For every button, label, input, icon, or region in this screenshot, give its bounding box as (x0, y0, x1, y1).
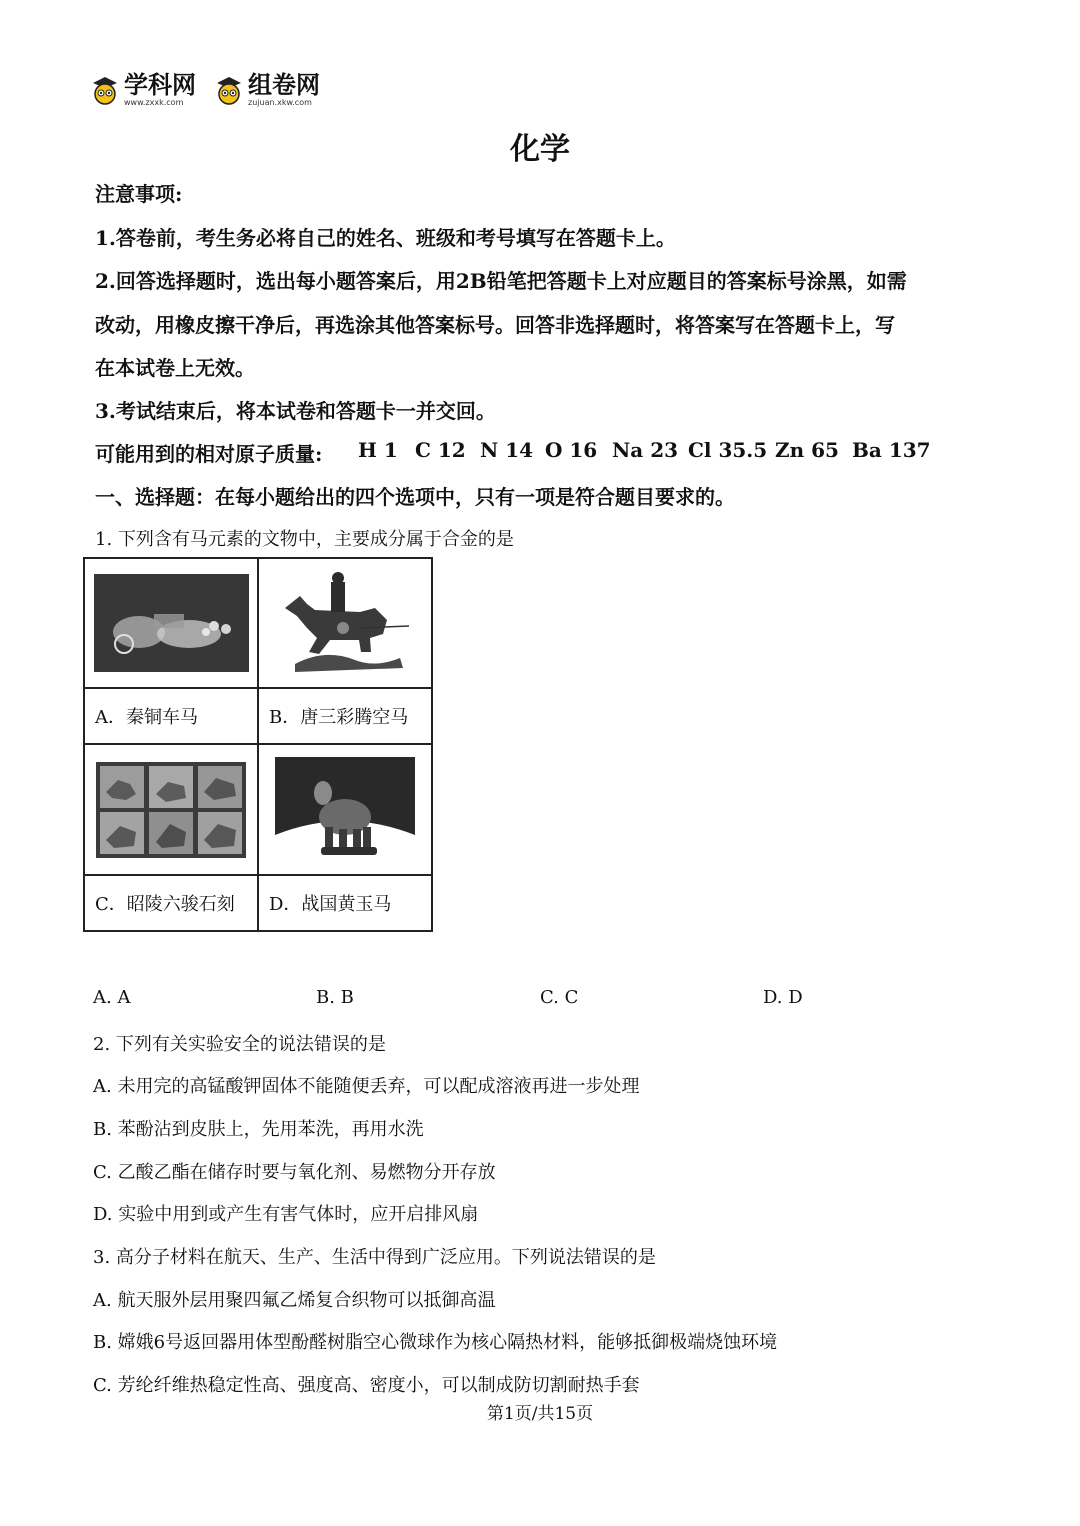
question-2-stem: 2. 下列有关实验安全的说法错误的是 (93, 1034, 386, 1055)
sancai-horse-image (275, 568, 415, 678)
artifact-table (83, 557, 433, 932)
owl-mascot-icon (90, 75, 120, 105)
logo-name: 学科网 (124, 71, 196, 99)
logo-zujuanwang (214, 73, 320, 107)
artifact-image-b (258, 558, 432, 688)
notice-item-1: 1.答卷前，考生务必将自己的姓名、班级和考号填写在答题卡上。 (95, 226, 676, 250)
q1-choice-d: D. D (763, 987, 803, 1008)
atomic-mass-n: N 14 (480, 438, 534, 462)
page-number: 第1页/共15页 (486, 1404, 594, 1424)
q1-choice-b: B. B (316, 987, 354, 1008)
header-logos (90, 70, 320, 110)
q2-option-b: B. 苯酚沾到皮肤上，先用苯洗，再用水洗 (93, 1119, 424, 1140)
artifact-image-a (84, 558, 258, 688)
question-1-stem: 1. 下列含有马元素的文物中，主要成分属于合金的是 (95, 529, 514, 550)
bronze-chariot-image (94, 574, 249, 672)
q2-option-c: C. 乙酸乙酯在储存时要与氧化剂、易燃物分开存放 (93, 1162, 496, 1183)
q3-option-a: A. 航天服外层用聚四氟乙烯复合织物可以抵御高温 (93, 1290, 496, 1311)
q2-option-d: D. 实验中用到或产生有害气体时，应开启排风扇 (93, 1204, 479, 1225)
notice-item-3: 3.考试结束后，将本试卷和答题卡一并交回。 (95, 399, 496, 423)
section-heading: 一、选择题：在每小题给出的四个选项中，只有一项是符合题目要求的。 (95, 485, 735, 509)
artifact-label-b: B．唐三彩腾空马 (258, 688, 432, 744)
owl-mascot-icon (214, 75, 244, 105)
artifact-image-c (84, 744, 258, 874)
atomic-mass-o: O 16 (545, 438, 598, 462)
atomic-mass-c: C 12 (415, 438, 466, 462)
atomic-mass-label: 可能用到的相对原子质量: (95, 442, 323, 466)
q1-choice-c: C. C (540, 987, 579, 1008)
atomic-mass-zn: Zn 65 (775, 438, 839, 462)
artifact-label-c: C．昭陵六骏石刻 (84, 875, 258, 931)
q1-choice-a: A. A (93, 987, 131, 1008)
atomic-mass-cl: Cl 35.5 (688, 438, 768, 462)
logo-url: www.zxxk.com (124, 98, 184, 107)
q3-option-c: C. 芳纶纤维热稳定性高、强度高、密度小，可以制成防切割耐热手套 (93, 1375, 640, 1396)
artifact-label-d: D．战国黄玉马 (258, 875, 432, 931)
notice-item-2-line-3: 在本试卷上无效。 (95, 356, 255, 380)
atomic-mass-h: H 1 (358, 438, 398, 462)
notice-item-2-line-2: 改动，用橡皮擦干净后，再选涂其他答案标号。回答非选择题时，将答案写在答题卡上，写 (95, 313, 895, 337)
logo-name: 组卷网 (248, 71, 320, 99)
atomic-mass-ba: Ba 137 (852, 438, 931, 462)
page-title: 化学 (510, 132, 570, 167)
question-3-stem: 3. 高分子材料在航天、生产、生活中得到广泛应用。下列说法错误的是 (93, 1247, 656, 1268)
notice-item-2-line-1: 2.回答选择题时，选出每小题答案后，用2B铅笔把答题卡上对应题目的答案标号涂黑，如需 (95, 269, 907, 293)
artifact-label-a: A．秦铜车马 (84, 688, 258, 744)
notice-heading: 注意事项: (95, 182, 183, 206)
q2-option-a: A. 未用完的高锰酸钾固体不能随便丢弃，可以配成溶液再进一步处理 (93, 1076, 640, 1097)
stone-relief-image (96, 762, 246, 858)
artifact-image-d (258, 744, 432, 874)
q3-option-b: B. 嫦娥6号返回器用体型酚醛树脂空心微球作为核心隔热材料，能够抵御极端烧蚀环境 (93, 1332, 778, 1353)
atomic-mass-na: Na 23 (612, 438, 679, 462)
logo-xuekewang (90, 73, 196, 107)
jade-horse-image (275, 757, 415, 863)
logo-url: zujuan.xkw.com (248, 98, 312, 107)
